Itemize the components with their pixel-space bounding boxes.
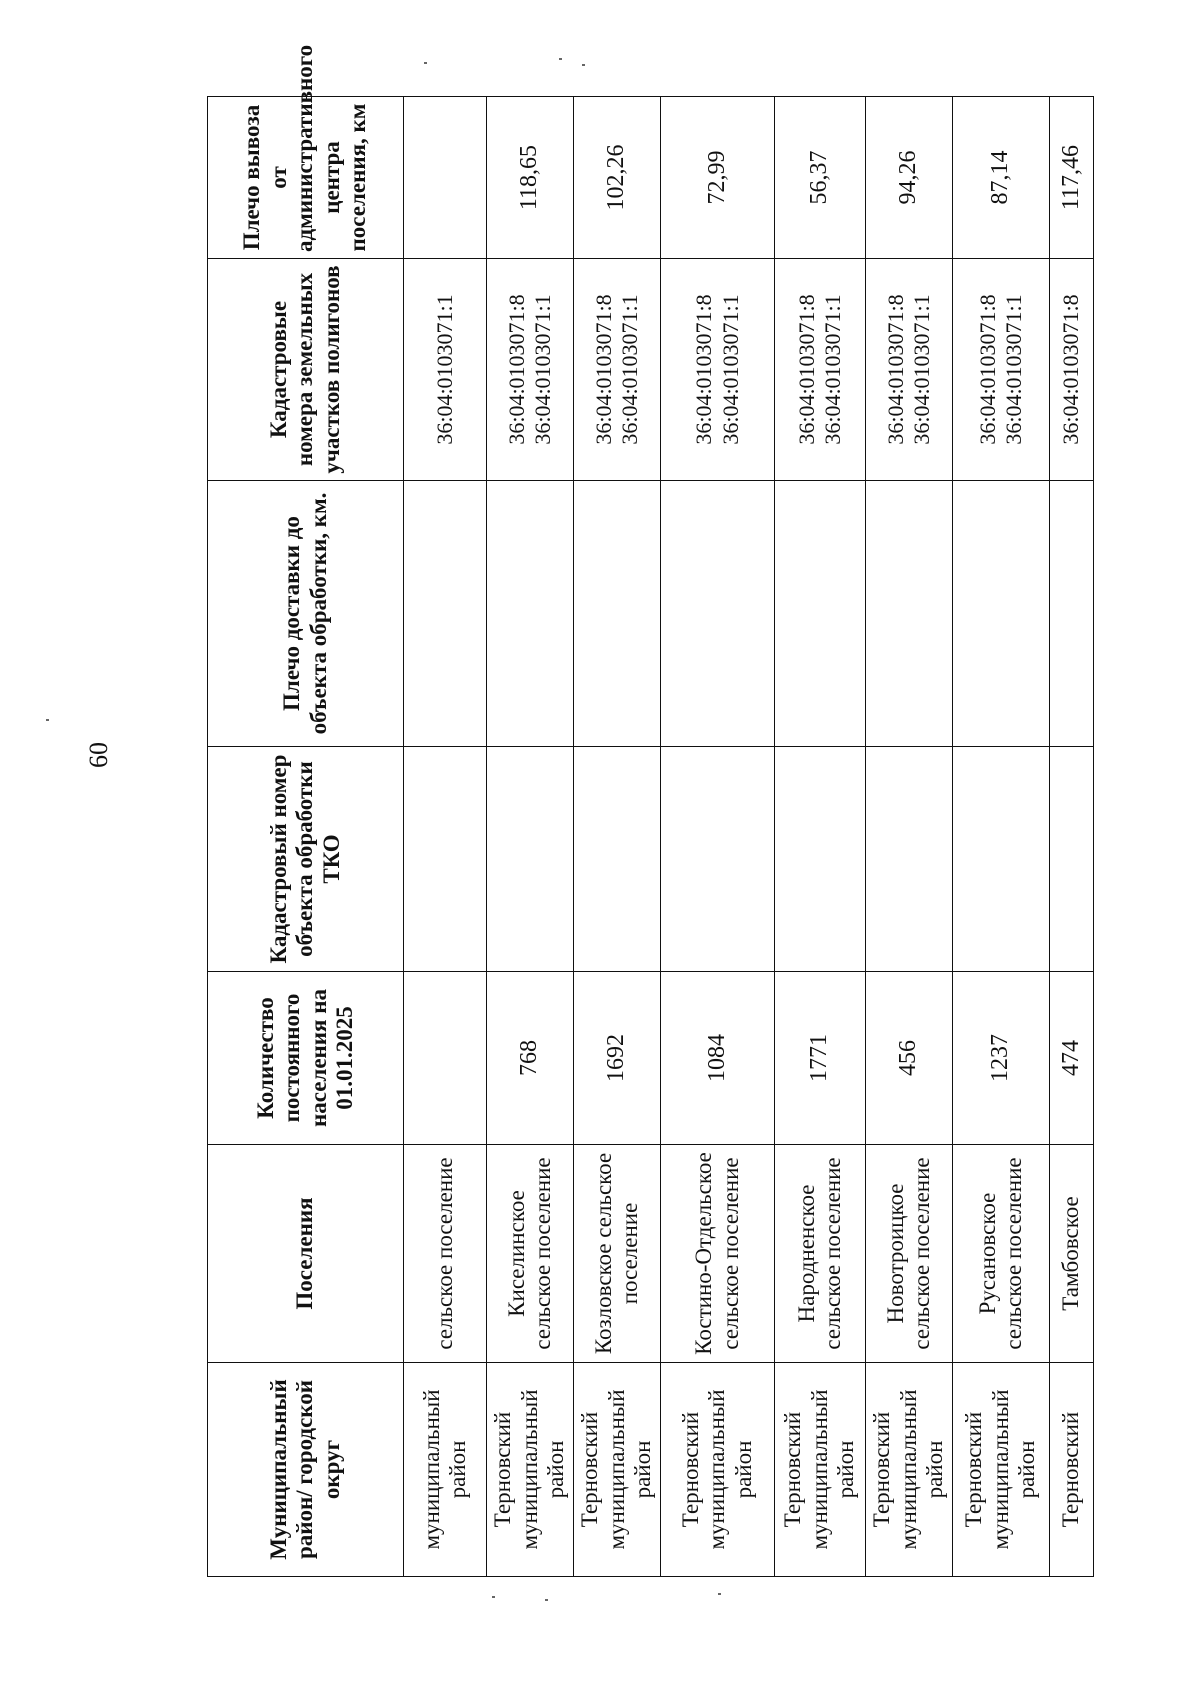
scan-speck (545, 1599, 548, 1601)
cell-cadastral (775, 259, 866, 481)
cell-delivery (574, 481, 661, 747)
cadastral-number: 36:04:0103071:8 (793, 294, 819, 445)
cadastral-number: 36:04:0103071:1 (431, 294, 457, 445)
cell-cadastral (866, 259, 953, 481)
cell-delivery (866, 481, 953, 747)
cell-cadastral (404, 259, 487, 481)
table-row (661, 97, 775, 1577)
table-header-row (208, 97, 404, 1577)
cadastral-number: 36:04:0103071:8 (882, 294, 908, 445)
cell-facility (487, 747, 574, 972)
header-district: Муниципальный район/ городской округ (208, 1363, 404, 1577)
cell-population (404, 972, 487, 1145)
table-row (1050, 97, 1094, 1577)
scan-speck (46, 719, 49, 721)
cell-facility (404, 747, 487, 972)
header-removal-distance: Плечо вывоза от административного центра поселения, км (208, 97, 404, 259)
cell-distance: 102,26 (574, 97, 661, 259)
header-landfill-cadastral: Кадастровые номера земельных участков полигонов (208, 259, 404, 481)
header-population: Количество постоянного населения на 01.01.2025 (208, 972, 404, 1145)
cadastral-number: 36:04:0103071:1 (909, 294, 934, 445)
scan-speck (718, 1593, 721, 1595)
cell-facility (866, 747, 953, 972)
cadastral-number: 36:04:0103071:1 (530, 294, 555, 445)
table-row (574, 97, 661, 1577)
header-delivery-distance: Плечо доставки до объекта обработки, км. (208, 481, 404, 747)
scan-speck (492, 1596, 495, 1598)
cell-delivery (487, 481, 574, 747)
cell-cadastral (953, 259, 1050, 481)
cell-distance: 87,14 (953, 97, 1050, 259)
scan-speck (582, 64, 585, 66)
cell-district: Терновский муниципальный район (661, 1363, 775, 1577)
cadastral-number: 36:04:0103071:8 (590, 294, 616, 445)
cadastral-number: 36:04:0103071:1 (820, 294, 845, 445)
cell-cadastral (487, 259, 574, 481)
cell-population: 1692 (574, 972, 661, 1145)
cell-settlement: Новотроицкое сельское поселение (866, 1145, 953, 1363)
cadastral-number: 36:04:0103071:8 (974, 294, 1000, 445)
cell-distance: 118,65 (487, 97, 574, 259)
table-row (866, 97, 953, 1577)
cell-facility (1050, 747, 1094, 972)
cell-district: Терновский муниципальный район (574, 1363, 661, 1577)
cell-population: 1771 (775, 972, 866, 1145)
table-row (404, 97, 487, 1577)
cell-district: Терновский муниципальный район (775, 1363, 866, 1577)
cell-population: 768 (487, 972, 574, 1145)
scan-speck (424, 62, 427, 64)
settlements-table (207, 44, 1094, 1577)
cell-distance: 117,46 (1050, 97, 1094, 259)
cadastral-number: 36:04:0103071:8 (691, 294, 717, 445)
table-rotated-wrapper (207, 44, 1093, 1577)
cell-settlement: Народненское сельское поселение (775, 1145, 866, 1363)
cell-delivery (953, 481, 1050, 747)
cadastral-number: 36:04:0103071:1 (617, 294, 642, 445)
cell-facility (661, 747, 775, 972)
cell-population: 456 (866, 972, 953, 1145)
cell-district: Терновский (1050, 1363, 1094, 1577)
cadastral-number: 36:04:0103071:8 (503, 294, 529, 445)
cadastral-number: 36:04:0103071:1 (1001, 294, 1026, 445)
cell-district: Терновский муниципальный район (487, 1363, 574, 1577)
table-row (487, 97, 574, 1577)
cell-district: Терновский муниципальный район (866, 1363, 953, 1577)
cell-delivery (661, 481, 775, 747)
cell-cadastral (574, 259, 661, 481)
cadastral-number: 36:04:0103071:8 (1058, 294, 1084, 445)
cell-settlement: Костино-Отдельское сельское поселение (661, 1145, 775, 1363)
header-facility-cadastral: Кадастровый номер объекта обработки ТКО (208, 747, 404, 972)
cell-settlement: Козловское сельское поселение (574, 1145, 661, 1363)
table-row (775, 97, 866, 1577)
cell-district: Терновский муниципальный район (953, 1363, 1050, 1577)
header-settlement: Поселения (208, 1145, 404, 1363)
cell-settlement: Русановское сельское поселение (953, 1145, 1050, 1363)
cell-distance: 94,26 (866, 97, 953, 259)
cadastral-number: 36:04:0103071:1 (717, 294, 743, 445)
cell-facility (953, 747, 1050, 972)
cell-population: 1084 (661, 972, 775, 1145)
cell-facility (775, 747, 866, 972)
scan-speck (559, 58, 562, 60)
cell-delivery (775, 481, 866, 747)
cell-distance (404, 97, 487, 259)
cell-population: 474 (1050, 972, 1094, 1145)
cell-settlement: Киселинское сельское поселение (487, 1145, 574, 1363)
cell-cadastral (1050, 259, 1094, 481)
cell-facility (574, 747, 661, 972)
table-row (953, 97, 1050, 1577)
cell-delivery (404, 481, 487, 747)
cell-district: муниципальный район (404, 1363, 487, 1577)
cell-cadastral (661, 259, 775, 481)
cell-delivery (1050, 481, 1094, 747)
cell-settlement: сельское поселение (404, 1145, 487, 1363)
cell-settlement: Тамбовское (1050, 1145, 1094, 1363)
page-number: 60 (84, 742, 113, 768)
cell-population: 1237 (953, 972, 1050, 1145)
cell-distance: 56,37 (775, 97, 866, 259)
cell-distance: 72,99 (661, 97, 775, 259)
